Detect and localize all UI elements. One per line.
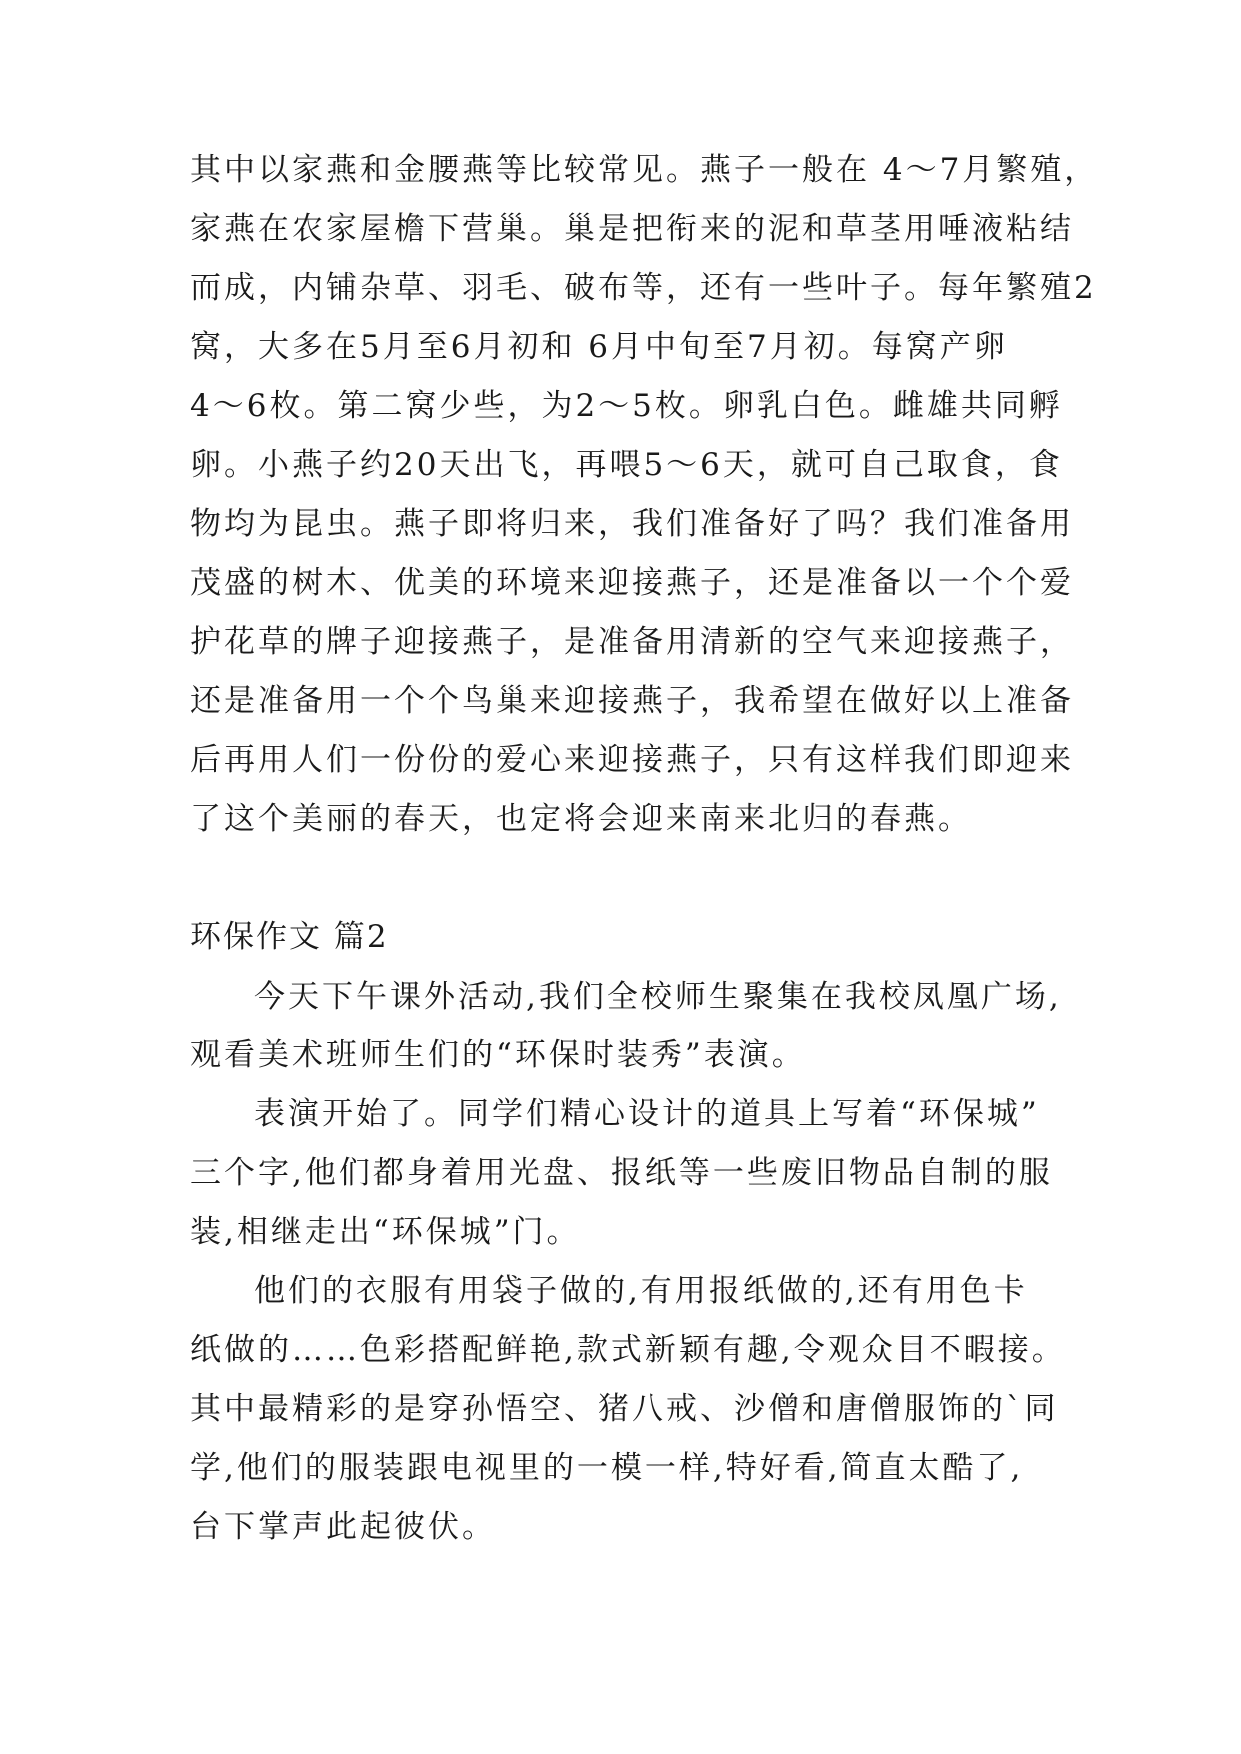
paragraph-line: 装,相继走出“环保城”门。 — [190, 1214, 581, 1250]
paragraph-line: 纸做的……色彩搭配鲜艳,款式新颖有趣,令观众目不暇接。 — [190, 1332, 1066, 1368]
paragraph-line: 而成，内铺杂草、羽毛、破布等，还有一些叶子。每年繁殖2 — [190, 270, 1097, 306]
paragraph-line: 4～6枚。第二窝少些，为2～5枚。卵乳白色。雌雄共同孵 — [190, 388, 1063, 424]
paragraph-line: 家燕在农家屋檐下营巢。巢是把衔来的泥和草茎用唾液粘结 — [190, 211, 1074, 247]
paragraph-line: 了这个美丽的春天，也定将会迎来南来北归的春燕。 — [190, 801, 972, 837]
paragraph-line: 学,他们的服装跟电视里的一模一样,特好看,简直太酷了, — [190, 1450, 1024, 1486]
paragraph-line: 其中最精彩的是穿孙悟空、猪八戒、沙僧和唐僧服饰的`同 — [190, 1391, 1059, 1427]
paragraph-line: 卵。小燕子约20天出飞，再喂5～6天，就可自己取食，食 — [190, 447, 1063, 483]
section-heading: 环保作文 篇2 — [190, 919, 389, 955]
paragraph-line: 台下掌声此起彼伏。 — [190, 1509, 496, 1545]
paragraph-line: 物均为昆虫。燕子即将归来，我们准备好了吗？我们准备用 — [190, 506, 1074, 542]
paragraph-line: 今天下午课外活动,我们全校师生聚集在我校凤凰广场, — [254, 979, 1062, 1015]
paragraph-line: 窝，大多在5月至6月初和 6月中旬至7月初。每窝产卵 — [190, 329, 1008, 365]
paragraph-line: 他们的衣服有用袋子做的,有用报纸做的,还有用色卡 — [254, 1273, 1028, 1309]
paragraph-line: 三个字,他们都身着用光盘、报纸等一些废旧物品自制的服 — [190, 1155, 1053, 1191]
paragraph-line: 其中以家燕和金腰燕等比较常见。燕子一般在 4～7月繁殖， — [190, 152, 1099, 188]
paragraph-line: 后再用人们一份份的爱心来迎接燕子，只有这样我们即迎来 — [190, 742, 1074, 778]
paragraph-line: 还是准备用一个个鸟巢来迎接燕子，我希望在做好以上准备 — [190, 683, 1074, 719]
paragraph-line: 观看美术班师生们的“环保时装秀”表演。 — [190, 1037, 806, 1073]
paragraph-line: 护花草的牌子迎接燕子，是准备用清新的空气来迎接燕子， — [190, 624, 1074, 660]
paragraph-line: 茂盛的树木、优美的环境来迎接燕子，还是准备以一个个爱 — [190, 565, 1074, 601]
paragraph-line: 表演开始了。同学们精心设计的道具上写着“环保城” — [254, 1096, 1040, 1132]
